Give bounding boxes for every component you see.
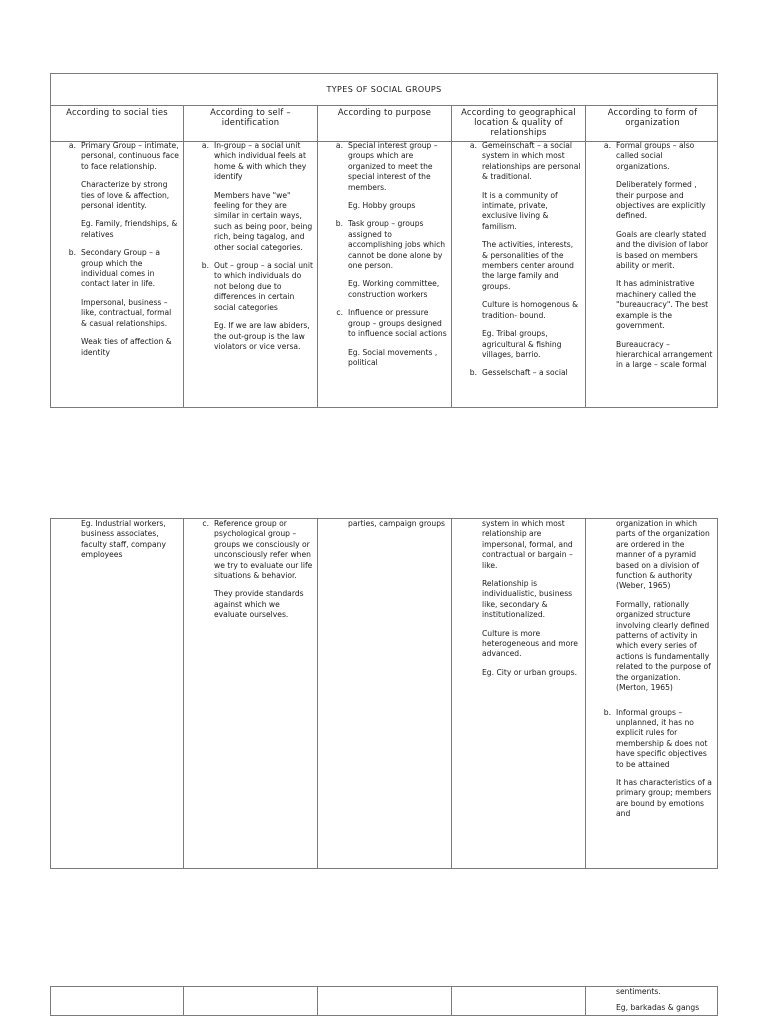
cell-form-of-organization-end [586, 987, 719, 1015]
item-text: Primary Group – intimate, personal, continuous face to face relationship. [81, 141, 179, 171]
paragraph: Eg. City or urban groups. [482, 667, 577, 677]
item-label: b. [68, 248, 76, 258]
cell-purpose-cont [318, 519, 452, 868]
item-label: a. [68, 141, 76, 150]
table-title: TYPES OF SOCIAL GROUPS [51, 74, 717, 106]
header-social-ties: According to social ties [51, 105, 184, 141]
list-item [452, 141, 581, 183]
cell-social-ties [51, 141, 184, 407]
list-item [184, 141, 313, 183]
list-item [51, 141, 179, 172]
paragraph: Eg. Family, friendships, & relatives [81, 219, 178, 239]
paragraph: organization in which parts of the organization are ordered in the manner of a pyramid based on a division of function & authority (Weber, 1965) [616, 519, 710, 591]
item-text: Informal groups – unplanned, it has no explicit rules for membership & does not have specific objectives to be attained [616, 707, 708, 769]
table-section-1 [50, 73, 718, 408]
body-row-3 [51, 987, 717, 1015]
cell-empty [184, 987, 318, 1015]
header-row [51, 105, 717, 142]
list-item [184, 261, 313, 313]
item-label: a. [335, 141, 343, 150]
item-text: Out – group – a social unit to which individuals do not belong due to differences in certain social categories [214, 261, 313, 312]
paragraph: Goals are clearly stated and the division of labor is based on members ability or merit. [616, 229, 709, 271]
header-geographical: According to geographical location & quality of relationships [452, 105, 586, 141]
item-text: In-group – a social unit which individual feels at home & with which they identify [214, 141, 307, 182]
paragraph: Eg, barkadas & gangs [616, 1003, 700, 1013]
cell-geographical [452, 141, 586, 407]
cell-geographical-cont [452, 519, 586, 868]
header-self-identification: According to self – identification [184, 105, 318, 141]
paragraph: It has administrative machinery called the "bureaucracy". The best example is the government. [616, 279, 709, 331]
cell-empty [452, 987, 586, 1015]
paragraph: Bureaucracy – hierarchical arrangement in a large – scale formal [616, 339, 713, 370]
paragraph: Impersonal, business – like, contractual, formal & casual relationships. [81, 297, 172, 328]
item-text: Gesselschaft – a social [482, 368, 568, 378]
header-purpose: According to purpose [318, 105, 452, 141]
paragraph: They provide standards against which we evaluate ourselves. [214, 589, 304, 620]
paragraph: system in which most relationship are impersonal, formal, and contractual or bargain –like. [482, 519, 573, 570]
list-item [586, 708, 715, 770]
item-label: a. [603, 141, 611, 150]
cell-form-of-organization [586, 141, 719, 407]
cell-empty [51, 987, 184, 1015]
item-text: Secondary Group – a group which the individual comes in contact later in life. [81, 248, 161, 289]
paragraph: Culture is homogenous & tradition- bound. [482, 300, 579, 320]
paragraph: Weak ties of affection & identity [81, 337, 172, 357]
item-label: b. [335, 219, 343, 229]
list-item [318, 219, 447, 271]
item-label: c. [336, 308, 343, 318]
cell-form-of-organization-cont [586, 519, 719, 868]
item-text: Formal groups – also called social organizations. [616, 141, 695, 171]
paragraph: Eg. Working committee, construction workers [348, 279, 440, 299]
paragraph: parties, campaign groups [348, 519, 446, 528]
paragraph: Members have "we" feeling for they are similar in certain ways, such as being poor, being rich, being tagalog, and other social categories. [214, 190, 313, 252]
cell-self-identification-cont [184, 519, 318, 868]
paragraph: Relationship is individualistic, business like, secondary & institutionalized. [482, 579, 573, 620]
cell-purpose [318, 141, 452, 407]
item-text: Special interest group – groups which are organized to meet the special interest of the members. [348, 141, 438, 192]
list-item [586, 141, 715, 172]
paragraph: Eg. If we are law abiders, the out-group is the law violators or vice versa. [214, 321, 310, 351]
item-text: Reference group or psychological group – groups we consciously or unconsciously refer when we try to evaluate our life situations & behavior. [214, 519, 313, 581]
item-label: b. [201, 261, 209, 271]
paragraph: The activities, interests, & personalities of the members center around the large family and groups. [482, 240, 574, 291]
item-text: Influence or pressure group – groups designed to influence social actions [348, 308, 447, 339]
paragraph: It is a community of intimate, private, exclusive living & familism. [482, 190, 558, 231]
table-section-2 [50, 518, 718, 869]
header-form-of-organization: According to form of organization [607, 107, 698, 127]
list-item [318, 141, 447, 193]
table-section-3 [50, 986, 718, 1016]
list-item [318, 308, 447, 339]
item-text: Task group – groups assigned to accomplishing jobs which cannot be done alone by one person. [348, 219, 446, 271]
item-label: b. [469, 368, 477, 378]
paragraph: Characterize by strong ties of love & affection, personal identity. [81, 180, 170, 211]
paragraph: Eg. Tribal groups, agricultural & fishing villages, barrio. [482, 329, 562, 359]
cell-self-identification [184, 141, 318, 407]
item-text: Gemeinschaft – a social system in which most relationships are personal & traditional. [482, 141, 581, 182]
item-label: c. [202, 519, 209, 528]
item-label: a. [201, 141, 209, 150]
list-item [51, 248, 179, 290]
paragraph: Eg. Industrial workers, business associates, faculty staff, company employees [81, 519, 166, 560]
list-item [184, 519, 313, 581]
paragraph: Deliberately formed , their purpose and objectives are explicitly defined. [616, 180, 706, 221]
item-label: a. [469, 141, 477, 150]
paragraph: Eg. Social movements , political [348, 347, 438, 367]
paragraph: Eg. Hobby groups [348, 201, 416, 211]
cell-empty [318, 987, 452, 1015]
paragraph: It has characteristics of a primary group; members are bound by emotions and [616, 777, 712, 819]
list-item [452, 368, 581, 378]
paragraph: Culture is more heterogeneous and more advanced. [482, 628, 578, 659]
paragraph: sentiments. [616, 987, 661, 996]
body-row-2 [51, 519, 717, 868]
paragraph: Formally, rationally organized structure involving clearly defined patterns of activity in which every series of actions is fundamentally related to the purpose of the organization. (Merton, 1965) [616, 599, 711, 693]
item-label: b. [603, 707, 611, 717]
body-row-1 [51, 141, 717, 407]
cell-social-ties-cont [51, 519, 184, 868]
